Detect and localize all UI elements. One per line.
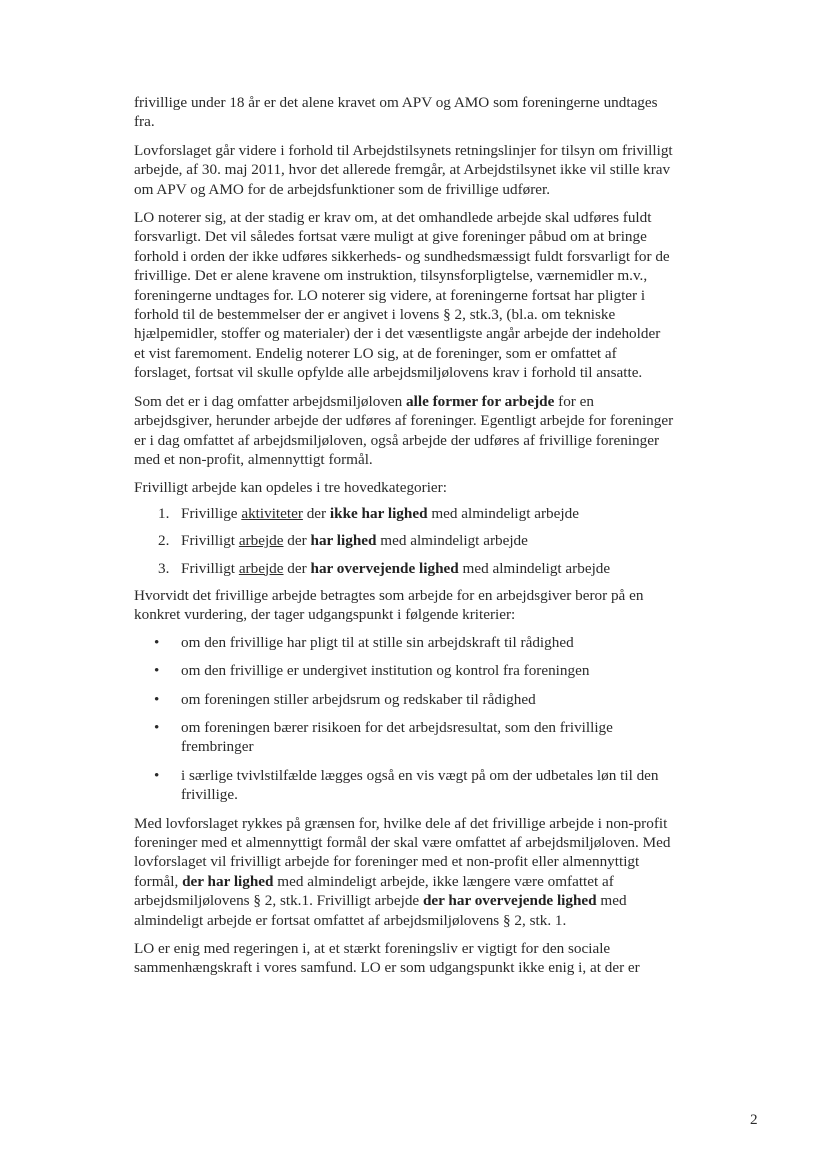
list-item	[134, 766, 674, 805]
bullet-icon: •	[154, 766, 160, 784]
list-number: 3.	[158, 559, 170, 577]
paragraph: Lovforslaget går videre i forhold til Arbejdstilsynets retningslinjer for tilsyn om frivilligt arbejde, af 30. maj 2011, hvor det allerede fremgår, at Arbejdstilsynet ikke vil stille krav om APV og AMO for de arbejdsfunktioner som de frivillige udfører.	[134, 141, 673, 198]
list-item-text: om den frivillige er undergivet institution og kontrol fra foreningen	[181, 662, 590, 680]
text-run: med almindeligt arbejde	[458, 559, 611, 577]
text-run: med almindeligt arbejde er fortsat omfattet af arbejdsmiljølovens § 2, stk. 1.	[134, 892, 627, 929]
text-run: der	[283, 532, 311, 550]
category-list	[134, 504, 674, 578]
criteria-list	[134, 633, 674, 805]
bullet-icon: •	[154, 633, 160, 651]
page-number: 2	[750, 1111, 758, 1128]
list-item-text: om foreningen bærer risikoen for det arbejdsresultat, som den frivillige frembringer	[181, 718, 613, 756]
list-item	[134, 718, 674, 757]
text-run: for en arbejdsgiver, herunder arbejde der udføres af foreninger. Egentligt arbejde for foreninger er i dag omfattet af arbejdsmiljøloven, også arbejde der udføres af frivillige foreninger med et non-profit, almennyttigt formål.	[134, 392, 674, 468]
paragraph: Hvorvidt det frivillige arbejde betragtes som arbejde for en arbejdsgiver beror på en konkret vurdering, der tager udgangspunkt i følgende kriterier:	[134, 586, 644, 624]
list-number: 1.	[158, 504, 170, 522]
document-body	[134, 93, 674, 987]
text-run: Frivilligt	[181, 532, 239, 550]
paragraph: LO noterer sig, at der stadig er krav om, at det omhandlede arbejde skal udføres fuldt forsvarligt. Det vil således fortsat være muligt at give foreninger påbud om at bringe forhold i orden der ikke udføres sikkerheds- og sundhedsmæssigt fuldt forsvarligt for de frivillige. Det er alene kravene om instruktion, tilsynsforpligtelse, værnemidler m.v., foreningerne undtages for. LO noterer sig videre, at foreningerne fortsat har pligter i forhold til de bestemmelser der er angivet i lovens § 2, stk.3, (bl.a. om tekniske hjælpemidler, stoffer og materialer) der i det væsentligste angår arbejde der indeholder et vist faremoment. Endelig noterer LO sig, at de foreninger, som er omfattet af forslaget, fortsat vil skulle opfylde alle arbejdsmiljølovens krav i forhold til ansatte.	[134, 209, 670, 382]
text-run: Som det er i dag omfatter arbejdsmiljøloven	[134, 392, 407, 410]
bullet-icon: •	[154, 718, 160, 736]
bold-text: der har overvejende lighed	[422, 892, 597, 910]
bold-text: der har lighed	[182, 872, 274, 890]
text-run: med almindeligt arbejde	[376, 532, 528, 550]
text-run: der	[302, 504, 330, 522]
list-item-text: i særlige tvivlstilfælde lægges også en vis vægt på om der udbetales løn til den frivillige.	[181, 766, 659, 804]
list-item	[134, 531, 674, 550]
paragraph	[134, 392, 674, 470]
text-run: med almindeligt arbejde, ikke længere være omfattet af arbejdsmiljølovens § 2, stk.1. Frivilligt arbejde	[134, 872, 614, 910]
paragraph	[134, 814, 674, 930]
bullet-icon: •	[154, 690, 160, 708]
list-item	[134, 559, 674, 578]
list-item	[134, 690, 674, 709]
bold-text: ikke har lighed	[329, 504, 428, 522]
list-item-text: om foreningen stiller arbejdsrum og redskaber til rådighed	[181, 690, 536, 708]
underlined-text: arbejde	[238, 559, 284, 577]
bold-text: har lighed	[310, 532, 377, 550]
bullet-icon: •	[154, 662, 160, 680]
paragraph: LO er enig med regeringen i, at et stærkt foreningsliv er vigtigt for den sociale sammenhængskraft i vores samfund. LO er som udgangspunkt ikke enig i, at der er	[134, 940, 640, 977]
text-run: Med lovforslaget rykkes på grænsen for, hvilke dele af det frivillige arbejde i non-profit foreninger med et almennyttigt formål der skal være omfattet af arbejdsmiljøloven. Med lovforslaget vil frivilligt arbejde for foreninger med et non-profit eller almennyttigt formål,	[134, 814, 671, 890]
underlined-text: aktiviteter	[241, 504, 303, 522]
underlined-text: arbejde	[238, 532, 284, 550]
list-item	[134, 661, 674, 680]
list-item	[134, 633, 674, 652]
bold-text: har overvejende lighed	[310, 559, 459, 577]
text-run: Frivilligt	[181, 559, 239, 577]
text-run: Frivillige	[181, 504, 242, 522]
list-number: 2.	[158, 532, 170, 550]
text-run: med almindeligt arbejde	[427, 504, 579, 522]
text-run: der	[283, 559, 311, 577]
paragraph: frivillige under 18 år er det alene kravet om APV og AMO som foreningerne undtages fra.	[134, 94, 658, 131]
bold-text: alle former for arbejde	[406, 392, 555, 410]
list-item-text: om den frivillige har pligt til at stille sin arbejdskraft til rådighed	[181, 633, 574, 651]
paragraph: Frivilligt arbejde kan opdeles i tre hovedkategorier:	[134, 479, 447, 497]
list-item	[134, 504, 674, 523]
